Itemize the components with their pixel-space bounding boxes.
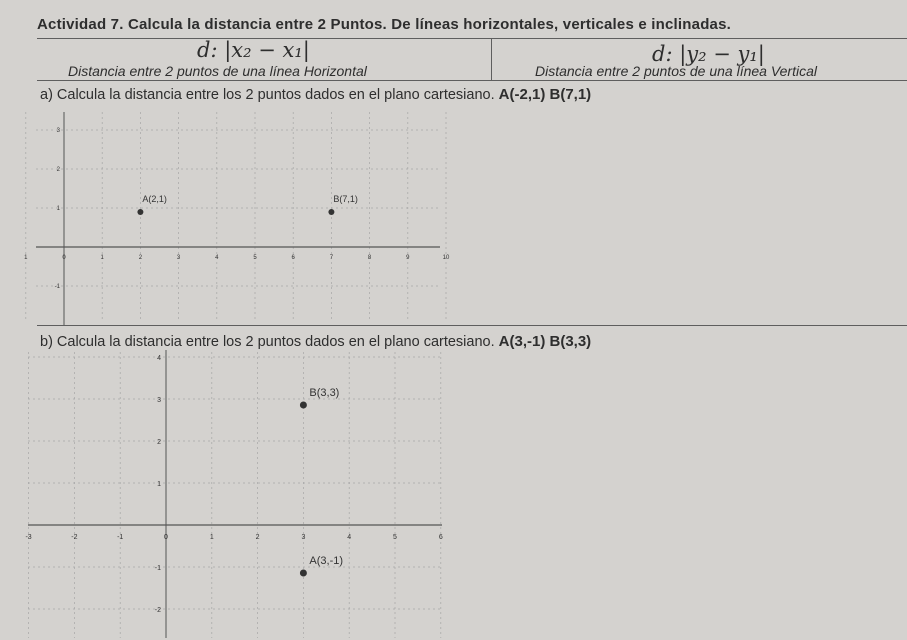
- x-tick-label: 5: [393, 534, 397, 541]
- x-tick-label: 3: [301, 534, 306, 541]
- point-marker: [328, 209, 334, 215]
- point-marker: [300, 402, 307, 409]
- x-tick-label: -1: [117, 534, 124, 541]
- x-tick-label: 4: [215, 255, 219, 261]
- problem-a-points: A(-2,1) B(7,1): [498, 86, 592, 103]
- vertical-description: Distancia entre 2 puntos de una línea Vertical: [535, 63, 817, 79]
- x-tick-label: 3: [176, 255, 181, 261]
- x-tick-label: 6: [438, 534, 443, 541]
- plane-a: [0, 100, 460, 325]
- x-tick-label: 0: [164, 534, 168, 541]
- vertical-formula: d: |y₂ − y₁|: [652, 42, 765, 66]
- x-tick-label: 7: [329, 255, 334, 261]
- problem-a-text: a) Calcula la distancia entre los 2 puntos dados en el plano cartesiano.: [40, 87, 495, 103]
- x-tick-label: 10: [442, 255, 450, 261]
- table-bottom-border: [37, 80, 907, 81]
- section-divider: [37, 325, 907, 326]
- x-tick-label: 6: [291, 255, 295, 261]
- x-tick-label: 1: [209, 534, 214, 541]
- x-tick-label: 5: [253, 255, 257, 261]
- problem-b-points: A(3,-1) B(3,3): [498, 333, 592, 350]
- y-tick-label: -1: [154, 565, 161, 572]
- x-tick-label: 9: [406, 255, 410, 261]
- problem-b-text: b) Calcula la distancia entre los 2 puntos dados en el plano cartesiano.: [40, 334, 495, 350]
- y-tick-label: 1: [157, 481, 161, 488]
- x-tick-label: 8: [367, 255, 372, 261]
- y-tick-label: 3: [157, 397, 161, 404]
- plane-b: [0, 348, 460, 640]
- point-label: A(2,1): [142, 194, 167, 204]
- x-tick-label: -2: [71, 534, 78, 541]
- horizontal-formula: d: |x₂ − x₁|: [197, 38, 310, 62]
- y-tick-label: -1: [54, 284, 60, 290]
- point-label: A(3,-1): [309, 555, 344, 567]
- x-tick-label: 2: [138, 255, 143, 261]
- point-marker: [137, 209, 143, 215]
- x-tick-label: 0: [62, 255, 66, 261]
- x-tick-label: 1: [24, 255, 28, 261]
- y-tick-label: 2: [157, 439, 161, 446]
- x-tick-label: -3: [25, 534, 32, 541]
- x-tick-label: 1: [100, 255, 104, 261]
- point-marker: [300, 570, 307, 577]
- horizontal-description: Distancia entre 2 puntos de una línea Horizontal: [68, 63, 367, 79]
- x-tick-label: 4: [347, 534, 352, 541]
- y-tick-label: 4: [157, 355, 161, 362]
- y-tick-label: 3: [56, 128, 60, 134]
- table-divider: [491, 38, 492, 80]
- table-top-border: [37, 38, 907, 39]
- point-label: B(3,3): [309, 387, 340, 399]
- y-tick-label: -2: [154, 607, 161, 614]
- y-tick-label: 2: [56, 167, 60, 173]
- y-tick-label: 1: [56, 206, 60, 212]
- x-tick-label: 2: [255, 534, 260, 541]
- activity-title: Actividad 7. Calcula la distancia entre 2 Puntos. De líneas horizontales, verticales e inclinadas.: [37, 16, 732, 33]
- point-label: B(7,1): [333, 194, 358, 204]
